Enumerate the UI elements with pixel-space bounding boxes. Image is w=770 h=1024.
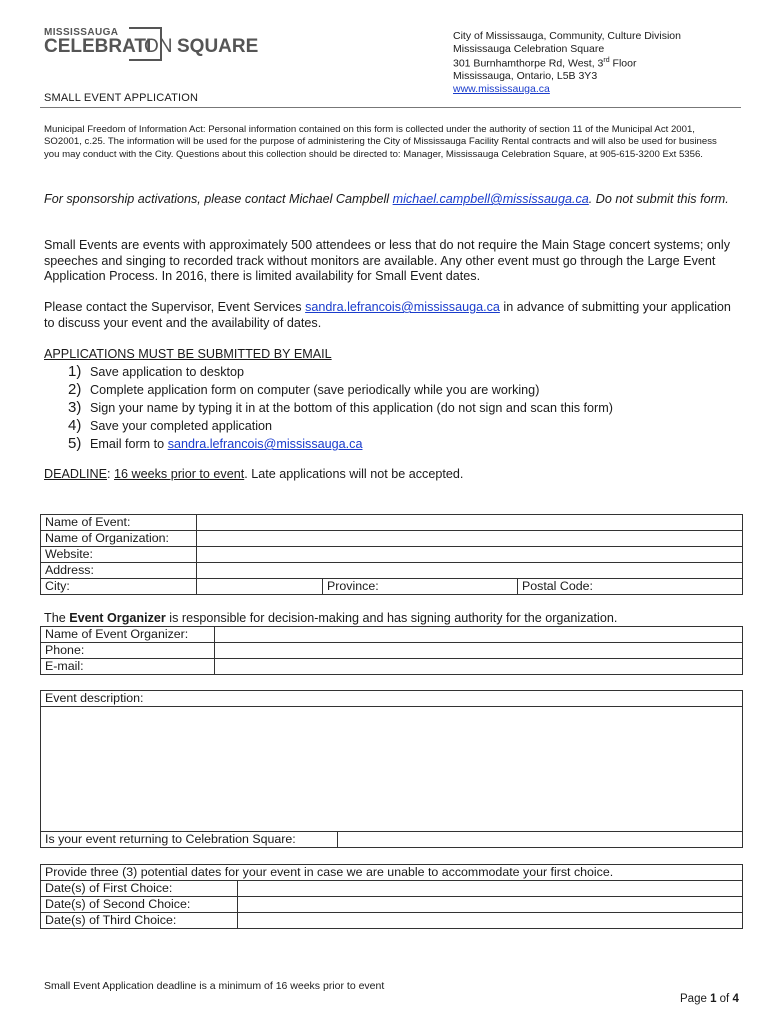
website-label: Website: (41, 547, 197, 563)
city-input[interactable] (197, 579, 323, 595)
organizer-table (40, 626, 743, 675)
organizer-name-input[interactable] (215, 627, 743, 643)
step-item: 1) Save application to desktop (68, 363, 245, 380)
form-title: SMALL EVENT APPLICATION (44, 92, 199, 104)
deadline-line: DEADLINE: 16 weeks prior to event. Late applications will not be accepted. (44, 467, 464, 481)
address-line: City of Mississauga, Community, Culture Division (453, 30, 681, 42)
address-block (453, 30, 681, 95)
email-label: E-mail: (41, 659, 215, 675)
address-line: Mississauga, Ontario, L5B 3Y3 (453, 70, 598, 82)
supervisor-email-link[interactable]: sandra.lefrancois@mississauga.ca (305, 300, 500, 314)
logo-on: ON (144, 36, 173, 57)
phone-input[interactable] (215, 643, 743, 659)
province-field[interactable]: Province: (323, 579, 518, 595)
event-info-table (40, 514, 743, 595)
postal-code-field[interactable]: Postal Code: (518, 579, 743, 595)
organizer-name-label: Name of Event Organizer: (41, 627, 215, 643)
returning-label: Is your event returning to Celebration Square: (41, 832, 338, 848)
website-link[interactable]: www.mississauga.ca (453, 82, 550, 95)
step-item: 4) Save your completed application (68, 417, 273, 434)
event-name-input[interactable] (197, 515, 743, 531)
step-item: 3) Sign your name by typing it in at the bottom of this application (do not sign and scan this form) (68, 399, 613, 416)
sponsorship-note: For sponsorship activations, please contact Michael Campbell michael.campbell@mississauga.ca. Do not submit this form. (44, 192, 729, 206)
privacy-notice: Municipal Freedom of Information Act: Personal information contained on this form is collected under the authority of section 11 of the Municipal Act 2001, SO2001, c.25. The information will be used for the purpose of administering the City of Mississauga Facility Rental contracts and will also be used for business you may conduct with the City. Questions about this collection should be directed to: Manager, Mississauga Celebration Square, at 905-615-3200 Ext 5356. (44, 124, 717, 160)
address-label: Address: (41, 563, 197, 579)
organizer-note: The Event Organizer is responsible for decision-making and has signing authority for the organization. (44, 611, 618, 625)
phone-label: Phone: (41, 643, 215, 659)
address-input[interactable] (197, 563, 743, 579)
website-input[interactable] (197, 547, 743, 563)
dates-table (40, 864, 743, 929)
second-choice-label: Date(s) of Second Choice: (41, 897, 238, 913)
event-description-label: Event description: (41, 691, 743, 707)
city-label: City: (41, 579, 197, 595)
step-item: 2) Complete application form on computer (save periodically while you are working) (68, 381, 540, 398)
dates-intro: Provide three (3) potential dates for your event in case we are unable to accommodate your first choice. (41, 865, 743, 881)
address-line: Mississauga Celebration Square (453, 42, 605, 55)
first-choice-label: Date(s) of First Choice: (41, 881, 238, 897)
email-input[interactable] (215, 659, 743, 675)
step-item: 5) Email form to sandra.lefrancois@mississauga.ca (68, 435, 363, 452)
third-choice-input[interactable] (238, 913, 743, 929)
logo-mississauga: MISSISSAUGA (44, 27, 119, 38)
sponsor-email-link[interactable]: michael.campbell@mississauga.ca (392, 192, 589, 206)
third-choice-label: Date(s) of Third Choice: (41, 913, 238, 929)
event-name-label: Name of Event: (41, 515, 197, 531)
second-choice-input[interactable] (238, 897, 743, 913)
returning-input[interactable] (338, 832, 743, 848)
event-description-input[interactable] (41, 707, 743, 832)
title-divider (40, 107, 741, 108)
first-choice-input[interactable] (238, 881, 743, 897)
logo-celebration: CELEBRATI (44, 36, 152, 57)
submission-heading: APPLICATIONS MUST BE SUBMITTED BY EMAIL (44, 347, 332, 361)
address-line: 301 Burnhamthorpe Rd, West, 3rd Floor (453, 57, 637, 70)
contact-supervisor-note: Please contact the Supervisor, Event Services sandra.lefrancois@mississauga.ca in advance of submitting your application to discuss your event and the availability of dates. (44, 300, 731, 330)
page-number: Page 1 of 4 (680, 993, 739, 1005)
organization-label: Name of Organization: (41, 531, 197, 547)
logo-square: SQUARE (177, 36, 259, 57)
organization-input[interactable] (197, 531, 743, 547)
description-table (40, 690, 743, 848)
step-email-link[interactable]: sandra.lefrancois@mississauga.ca (167, 437, 363, 451)
footer-note: Small Event Application deadline is a minimum of 16 weeks prior to event (44, 980, 385, 992)
small-events-description: Small Events are events with approximately 500 attendees or less that do not require the Main Stage concert systems; only speeches and singing to recorded track without monitors are available. Any other event must go through the Large Event Application Process. In 2016, there is limited availability for Small Event dates. (44, 238, 731, 284)
submission-steps (68, 363, 613, 453)
